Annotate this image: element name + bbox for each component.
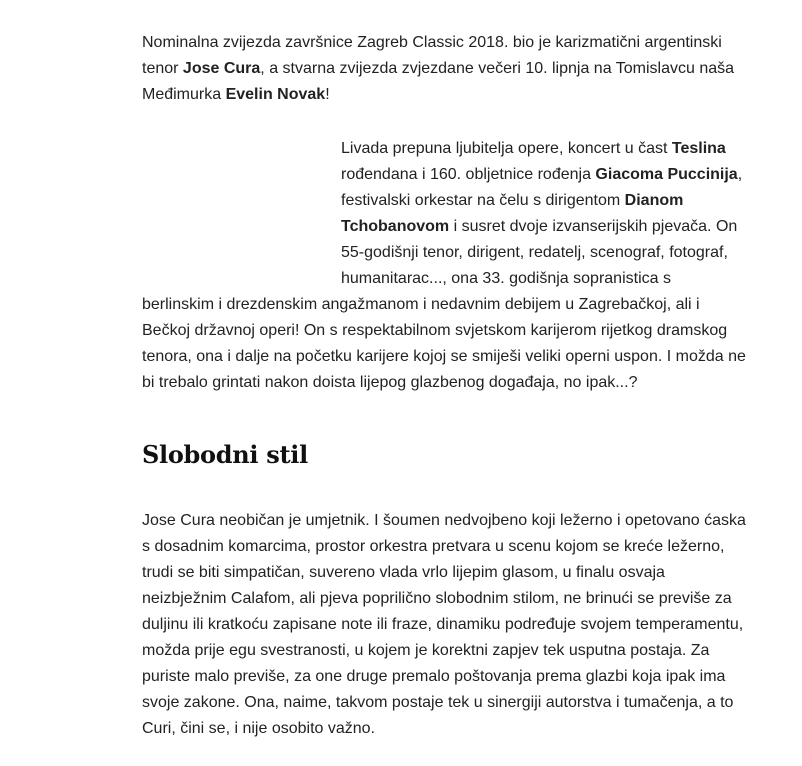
intro-text-2: , a stvarna zvijezda zvjezdane večeri 10. lipnja na Tomislavcu naša Međimurka [142, 60, 735, 103]
singer-name-evelin-novak: Evelin Novak [225, 86, 326, 103]
singer-name-jose-cura: Jose Cura [182, 60, 261, 77]
concert-text-2: rođendana i 160. obljetnice rođenja [341, 166, 596, 183]
bold-dianom-tchobanovom: Dianom Tchobanovom [341, 192, 684, 235]
article-body [142, 30, 746, 742]
section-paragraph: Jose Cura neobičan je umjetnik. I šoumen nedvojbeno koji ležerno i opetovano ćaska s dosadnim komarcima, prostor orkestra pretvara u scenu kojom se kreće ležerno, trudi se biti simpatičan, suvereno vlada vrlo lijepim glasom, u finalu osvaja neizbježnim Calafom, ali pjeva poprilično slobodnim stilom, ne brinući se previše za duljinu ili kratkoću zapisane note ili fraze, dinamiku podređuje svojem temperamentu, možda prije egu svestranosti, u kojem je korektni zapjev tek usputna postaja. Za puriste malo previše, za one druge premalo poštovanja prema glazbi koja ipak ima svoje zakone. Ona, naime, takvom postaje tek u sinergiji autorstva i tumačenja, a to Curi, čini se, i nije osobito važno. [142, 512, 746, 737]
bold-teslina: Teslina [671, 140, 726, 157]
concert-text-4: i susret dvoje izvanserijskih pjevača. On 55-godišnji tenor, dirigent, redatelj, scenograf, fotograf, humanitarac..., ona 33. godišnja sopranistica s berlinskim i drezdenskim angažmanom i nedavnim debijem u Zagrebačkoj, ali i Bečkoj državnoj operi! On s respektabilnom svjetskom karijerom rijetkog dramskog tenora, ona i dalje na početku karijere kojoj se smiješi veliki operni uspon. I možda ne bi trebalo grintati nakon doista lijepog glazbenog događaja, no ipak...? [142, 218, 746, 391]
embedded-media-placeholder [142, 136, 341, 292]
intro-paragraph [142, 30, 746, 108]
intro-text-3: ! [325, 86, 330, 103]
section-heading: Slobodni stil [142, 440, 308, 469]
concert-text-3: , festivalski orkestar na čelu s dirigentom [341, 166, 743, 209]
bold-giacoma-puccinija: Giacoma Puccinija [595, 166, 738, 183]
concert-text-1: Livada prepuna ljubitelja opere, koncert u čast [341, 140, 672, 157]
intro-text-1: Nominalna zvijezda završnice Zagreb Classic 2018. bio je karizmatični argentinski tenor [142, 34, 722, 77]
